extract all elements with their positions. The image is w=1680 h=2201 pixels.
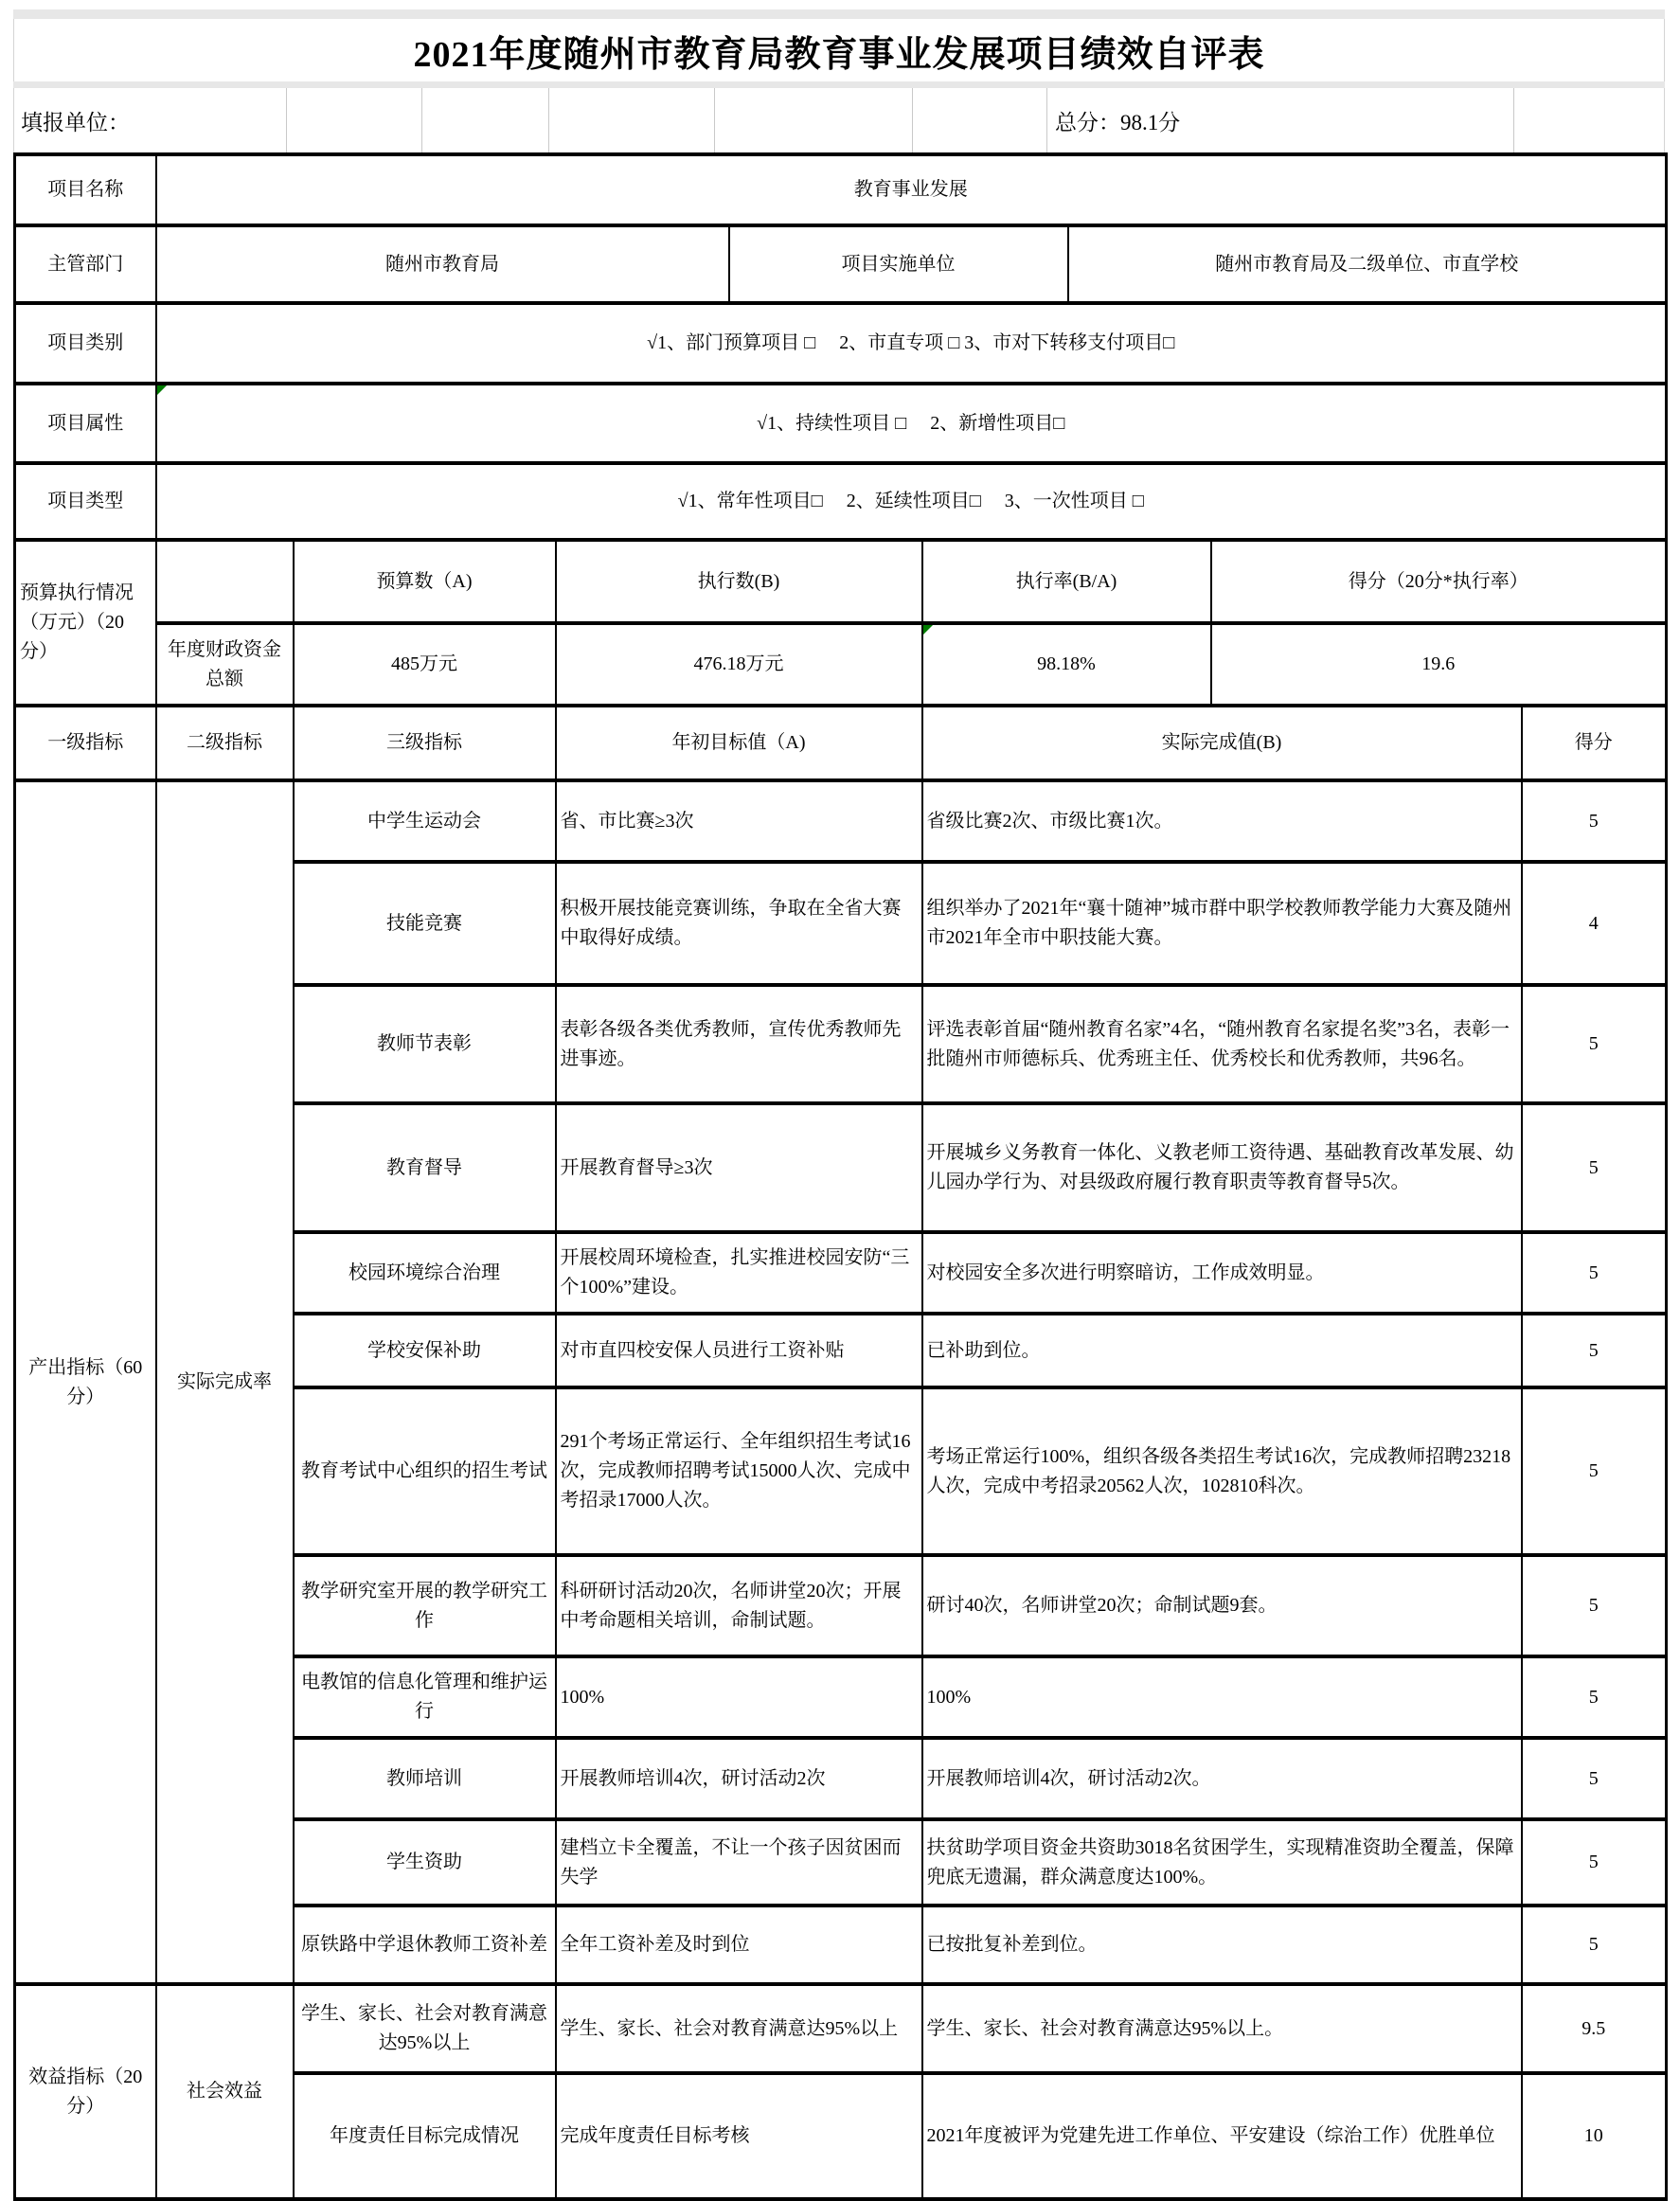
- dept-value: 随州市教育局: [156, 225, 729, 303]
- indicator-score: 5: [1522, 1232, 1667, 1314]
- attribute-label: 项目属性: [15, 384, 156, 463]
- section-level1: 效益指标（20分）: [15, 1984, 156, 2199]
- indicator-actual: 开展教师培训4次，研讨活动2次。: [922, 1738, 1522, 1819]
- indicator-actual: 评选表彰首届“随州教育名家”4名，“随州教育名家提名奖”3名，表彰一批随州市师德标兵、优秀班主任、优秀校长和优秀教师，共96名。: [922, 985, 1522, 1103]
- section-level2: 实际完成率: [156, 780, 294, 1984]
- empty-cell: [549, 88, 715, 152]
- section-level2: 社会效益: [156, 1984, 294, 2199]
- header-level2: 二级指标: [156, 706, 294, 780]
- type-value: √1、常年性项目□ 2、延续性项目□ 3、一次性项目 □: [156, 463, 1667, 540]
- indicator-actual: 组织举办了2021年“襄十随神”城市群中职学校教师教学能力大赛及随州市2021年全市中职技能大赛。: [922, 862, 1522, 985]
- empty-cell: [1514, 88, 1664, 152]
- indicator-target: 291个考场正常运行、全年组织招生考试16次，完成教师招聘考试15000人次、完成中考招录17000人次。: [556, 1387, 922, 1555]
- impl-unit-label: 项目实施单位: [729, 225, 1068, 303]
- header-level3: 三级指标: [294, 706, 556, 780]
- exec-amount: 476.18万元: [556, 623, 922, 706]
- empty-cell: [715, 88, 913, 152]
- project-name-label: 项目名称: [15, 154, 156, 225]
- project-name-value: 教育事业发展: [156, 154, 1667, 225]
- indicator-score: 5: [1522, 1103, 1667, 1232]
- indicator-target: 完成年度责任目标考核: [556, 2073, 922, 2199]
- indicator-name: 原铁路中学退休教师工资补差: [294, 1906, 556, 1984]
- indicator-score: 5: [1522, 1656, 1667, 1738]
- indicator-score: 5: [1522, 1738, 1667, 1819]
- header-target: 年初目标值（A): [556, 706, 922, 780]
- indicator-score: 5: [1522, 1819, 1667, 1906]
- indicator-target: 全年工资补差及时到位: [556, 1906, 922, 1984]
- row-indicator-header: [15, 706, 1667, 780]
- budget-amount: 485万元: [294, 623, 556, 706]
- indicator-score: 5: [1522, 1555, 1667, 1656]
- indicator-actual: 扶贫助学项目资金共资助3018名贫困学生，实现精准资助全覆盖，保障兜底无遗漏，群众满意度达100%。: [922, 1819, 1522, 1906]
- reporting-unit-label: 填报单位：: [14, 88, 287, 152]
- budget-score: 19.6: [1211, 623, 1667, 706]
- indicator-target: 建档立卡全覆盖，不让一个孩子因贫困而失学: [556, 1819, 922, 1906]
- table-row: [15, 1984, 1667, 2073]
- budget-col-rate: 执行率(B/A): [922, 540, 1211, 623]
- empty-cell: [913, 88, 1047, 152]
- indicator-name: 学校安保补助: [294, 1314, 556, 1387]
- indicator-target: 学生、家长、社会对教育满意达95%以上: [556, 1984, 922, 2073]
- budget-col-budget: 预算数（A): [294, 540, 556, 623]
- indicator-target: 100%: [556, 1656, 922, 1738]
- header-actual: 实际完成值(B): [922, 706, 1522, 780]
- table-row: [15, 780, 1667, 862]
- title-row: [13, 19, 1665, 81]
- empty-cell: [287, 88, 422, 152]
- category-label: 项目类别: [15, 303, 156, 384]
- indicator-name: 教育考试中心组织的招生考试: [294, 1387, 556, 1555]
- indicator-score: 9.5: [1522, 1984, 1667, 2073]
- indicator-score: 5: [1522, 1906, 1667, 1984]
- indicator-name: 年度责任目标完成情况: [294, 2073, 556, 2199]
- evaluation-sheet: [13, 19, 1665, 2201]
- indicator-target: 开展校周环境检查，扎实推进校园安防“三个100%”建设。: [556, 1232, 922, 1314]
- indicator-name: 学生、家长、社会对教育满意达95%以上: [294, 1984, 556, 2073]
- row-category: [15, 303, 1667, 384]
- indicator-actual: 研讨40次，名师讲堂20次；命制试题9套。: [922, 1555, 1522, 1656]
- comment-indicator-icon: [923, 625, 933, 635]
- page-title: 2021年度随州市教育局教育事业发展项目绩效自评表: [413, 34, 1265, 75]
- indicator-target: 对市直四校安保人员进行工资补贴: [556, 1314, 922, 1387]
- indicator-score: 5: [1522, 1314, 1667, 1387]
- header-score: 得分: [1522, 706, 1667, 780]
- indicator-name: 技能竞赛: [294, 862, 556, 985]
- row-budget-values: [15, 623, 1667, 706]
- indicator-target: 开展教师培训4次，研讨活动2次: [556, 1738, 922, 1819]
- indicator-actual: 100%: [922, 1656, 1522, 1738]
- indicator-actual: 已补助到位。: [922, 1314, 1522, 1387]
- dept-label: 主管部门: [15, 225, 156, 303]
- indicator-score: 5: [1522, 985, 1667, 1103]
- indicator-actual: 2021年度被评为党建先进工作单位、平安建设（综治工作）优胜单位: [922, 2073, 1522, 2199]
- unit-score-row: [13, 88, 1665, 152]
- indicator-actual: 省级比赛2次、市级比赛1次。: [922, 780, 1522, 862]
- budget-row-label: 年度财政资金总额: [156, 623, 294, 706]
- indicator-actual: 开展城乡义务教育一体化、义教老师工资待遇、基础教育改革发展、幼儿园办学行为、对县级政府履行教育职责等教育督导5次。: [922, 1103, 1522, 1232]
- indicator-name: 中学生运动会: [294, 780, 556, 862]
- budget-col-score: 得分（20分*执行率）: [1211, 540, 1667, 623]
- indicator-name: 学生资助: [294, 1819, 556, 1906]
- attribute-value: [156, 384, 1667, 463]
- indicator-actual: 学生、家长、社会对教育满意达95%以上。: [922, 1984, 1522, 2073]
- empty-cell: [422, 88, 549, 152]
- header-level1: 一级指标: [15, 706, 156, 780]
- budget-col-exec: 执行数(B): [556, 540, 922, 623]
- indicator-target: 表彰各级各类优秀教师，宣传优秀教师先进事迹。: [556, 985, 922, 1103]
- category-value: √1、部门预算项目 □ 2、市直专项 □ 3、市对下转移支付项目□: [156, 303, 1667, 384]
- indicator-name: 教师培训: [294, 1738, 556, 1819]
- row-department: [15, 225, 1667, 303]
- indicator-score: 4: [1522, 862, 1667, 985]
- indicator-score: 5: [1522, 780, 1667, 862]
- main-table: [13, 152, 1668, 2201]
- indicator-score: 5: [1522, 1387, 1667, 1555]
- type-label: 项目类型: [15, 463, 156, 540]
- row-attribute: [15, 384, 1667, 463]
- row-project-name: [15, 154, 1667, 225]
- indicator-target: 开展教育督导≥3次: [556, 1103, 922, 1232]
- section-level1: 产出指标（60分）: [15, 780, 156, 1984]
- comment-indicator-icon: [157, 385, 167, 395]
- sheet-top-separator: [13, 9, 1665, 19]
- indicator-name: 教育督导: [294, 1103, 556, 1232]
- exec-rate: [922, 623, 1211, 706]
- indicator-actual: 已按批复补差到位。: [922, 1906, 1522, 1984]
- total-score: 总分：98.1分: [1047, 88, 1514, 152]
- row-type: [15, 463, 1667, 540]
- indicator-actual: 考场正常运行100%，组织各级各类招生考试16次，完成教师招聘23218人次，完成中考招录20562人次，102810科次。: [922, 1387, 1522, 1555]
- indicator-name: 电教馆的信息化管理和维护运行: [294, 1656, 556, 1738]
- impl-unit-value: 随州市教育局及二级单位、市直学校: [1068, 225, 1667, 303]
- indicator-target: 省、市比赛≥3次: [556, 780, 922, 862]
- indicator-name: 教师节表彰: [294, 985, 556, 1103]
- exec-rate-text: 98.18%: [1037, 653, 1096, 674]
- row-budget-header: [15, 540, 1667, 623]
- indicator-actual: 对校园安全多次进行明察暗访，工作成效明显。: [922, 1232, 1522, 1314]
- attribute-text: √1、持续性项目 □ 2、新增性项目□: [757, 412, 1065, 434]
- indicator-target: 积极开展技能竞赛训练，争取在全省大赛中取得好成绩。: [556, 862, 922, 985]
- indicator-score: 10: [1522, 2073, 1667, 2199]
- empty-cell: [156, 540, 294, 623]
- indicator-target: 科研研讨活动20次，名师讲堂20次；开展中考命题相关培训，命制试题。: [556, 1555, 922, 1656]
- indicator-name: 教学研究室开展的教学研究工作: [294, 1555, 556, 1656]
- title-gap-band: [13, 81, 1665, 88]
- budget-section-label: 预算执行情况（万元）（20分）: [15, 540, 156, 706]
- indicator-name: 校园环境综合治理: [294, 1232, 556, 1314]
